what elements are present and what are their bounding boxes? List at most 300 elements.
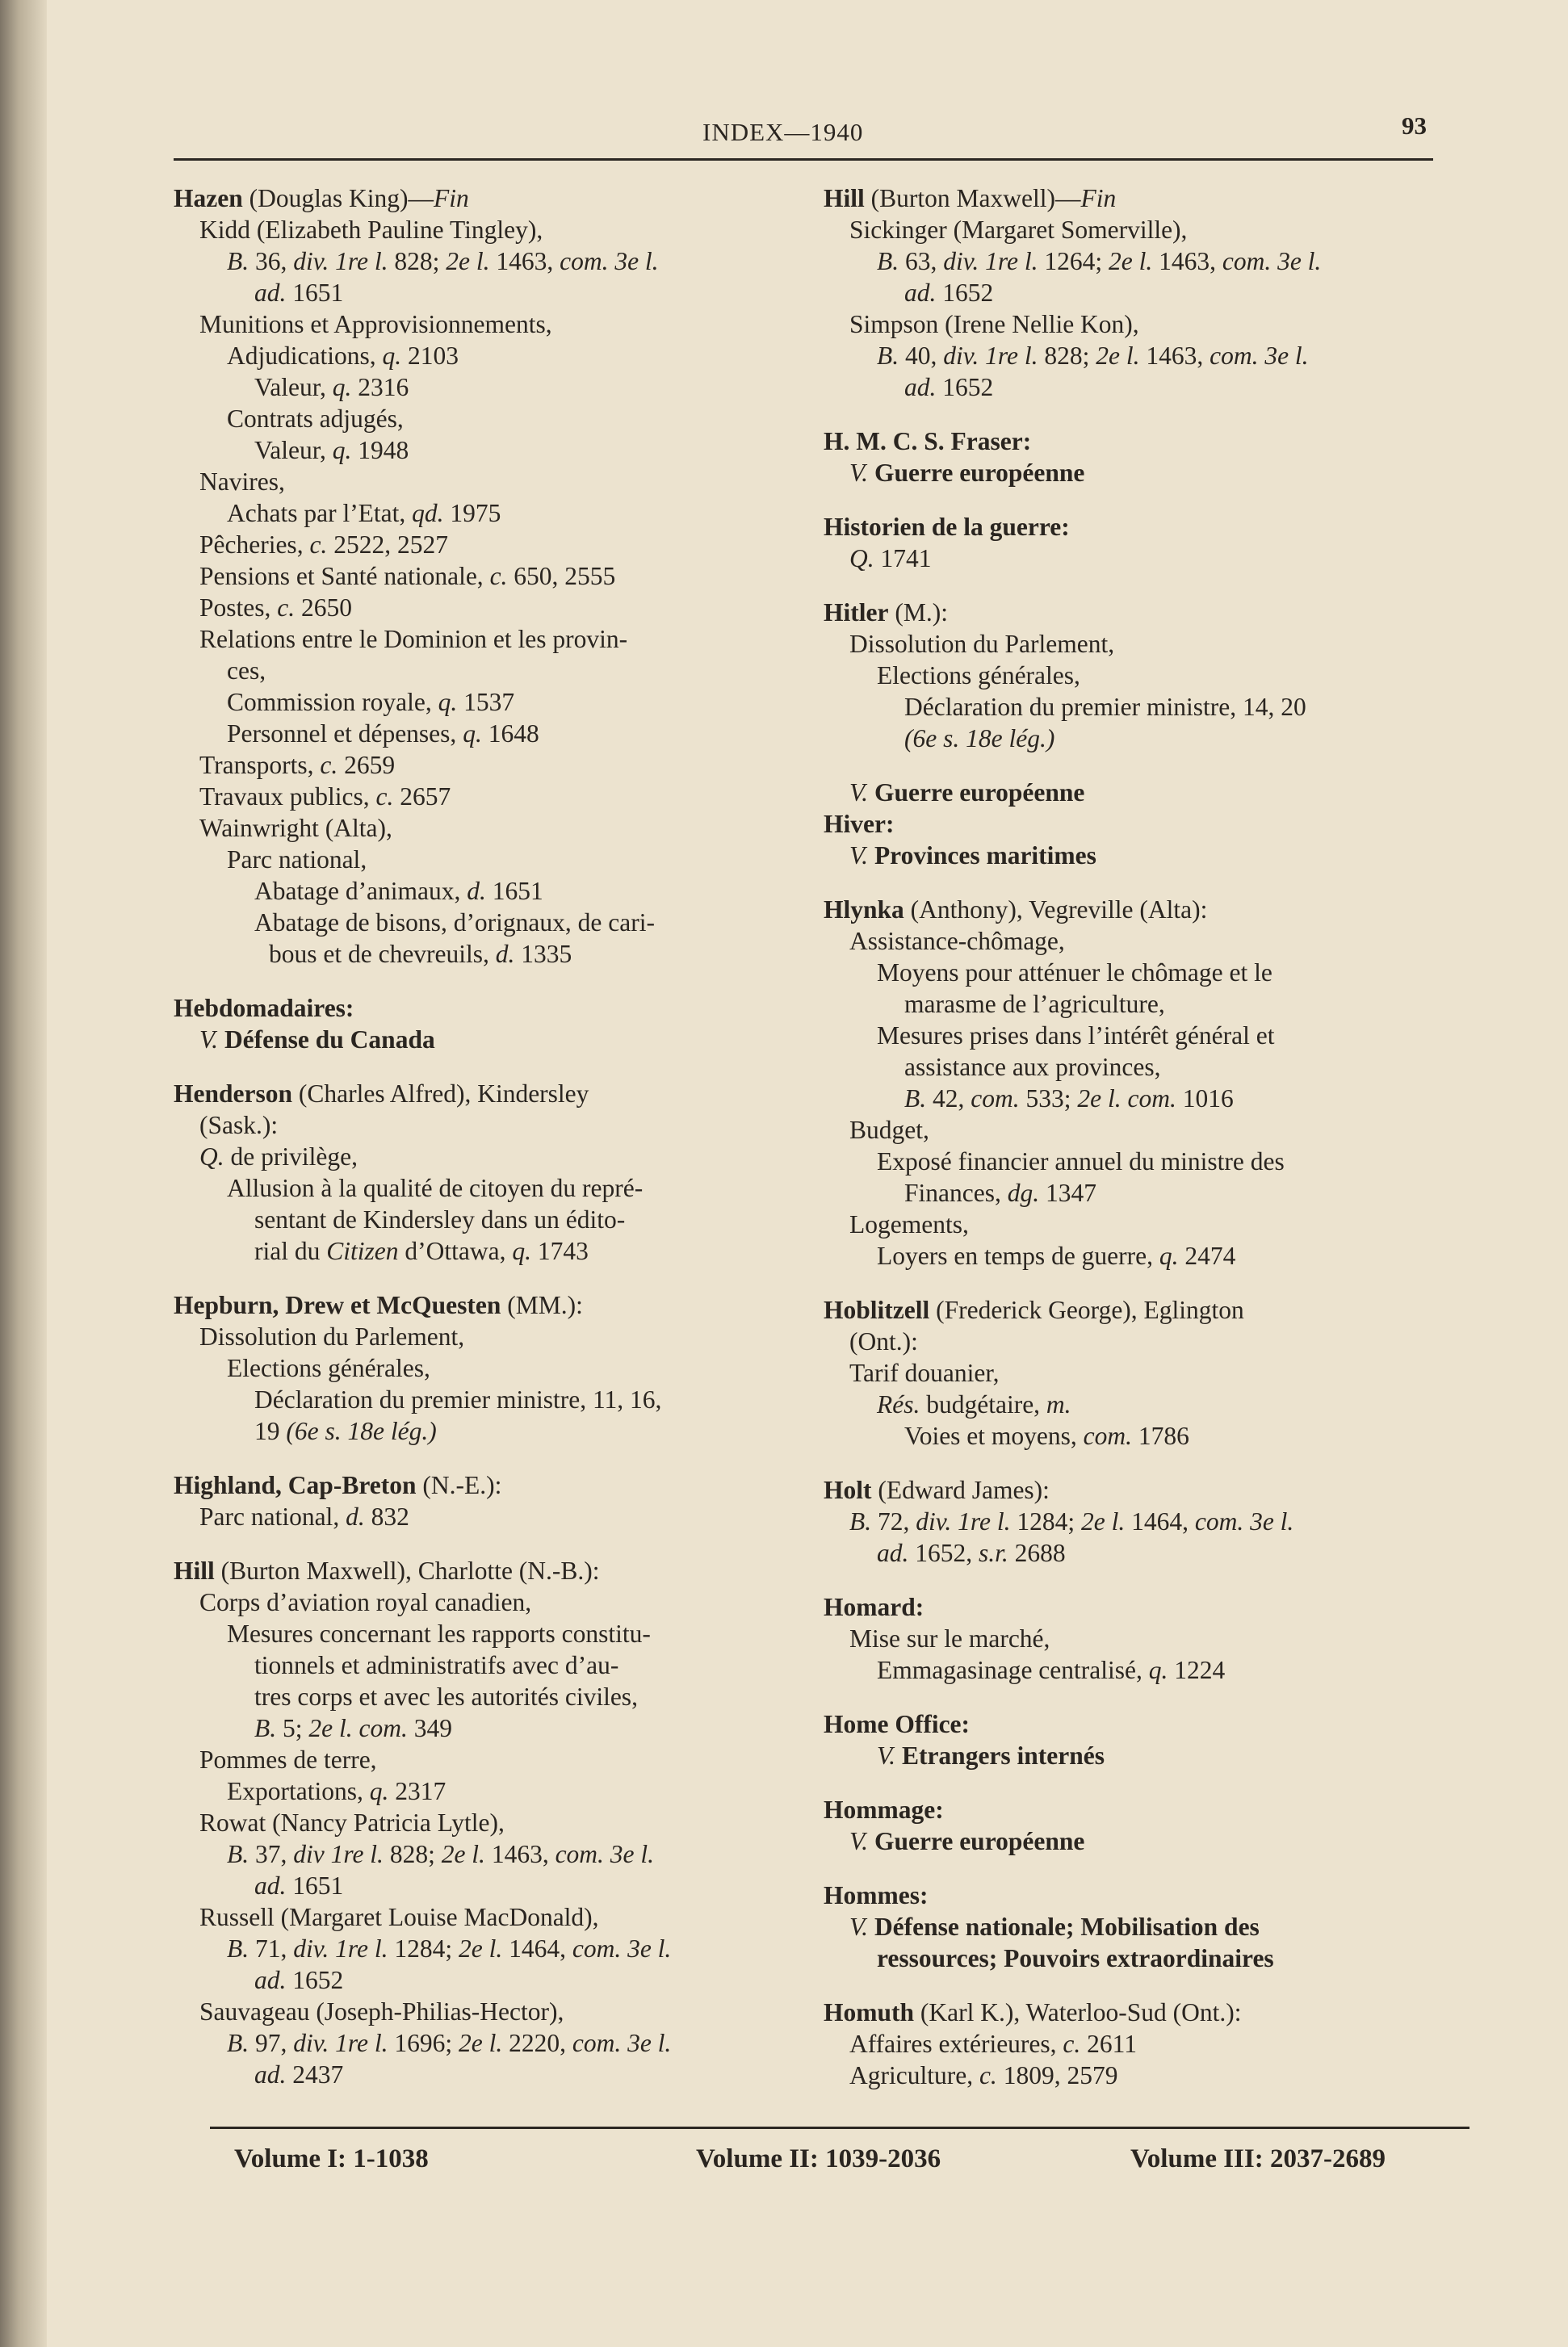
entry-text: 72, bbox=[871, 1507, 916, 1536]
right-column bbox=[824, 182, 1469, 2114]
entry-text: 2474 bbox=[1178, 1242, 1236, 1270]
entry-text: c. bbox=[277, 593, 296, 622]
index-entry bbox=[174, 182, 820, 970]
entry-text: q. bbox=[332, 373, 352, 401]
entry-subline bbox=[174, 1996, 820, 2027]
entry-text: (Sask.): bbox=[199, 1111, 279, 1139]
footer-rule bbox=[210, 2127, 1469, 2129]
entry-text: Travaux publics, bbox=[199, 782, 376, 811]
entry-subline bbox=[174, 1712, 820, 1744]
entry-text: 1463, bbox=[484, 1840, 556, 1868]
entry-text: 1743 bbox=[530, 1237, 589, 1265]
entry-text: Affaires extérieures, bbox=[849, 2030, 1063, 2058]
entry-text: 349 bbox=[407, 1714, 452, 1742]
page-number: 93 bbox=[1402, 111, 1427, 140]
entry-subline bbox=[824, 1357, 1469, 1389]
entry-text: Munitions et Approvisionnements, bbox=[199, 310, 552, 338]
entry-subline bbox=[174, 529, 820, 560]
entry-text: q. bbox=[463, 719, 482, 748]
entry-subline bbox=[174, 1415, 820, 1447]
entry-text: com. 3e l. bbox=[560, 247, 659, 275]
entry-subline bbox=[824, 308, 1469, 340]
entry-text: com. bbox=[1083, 1422, 1133, 1450]
entry-subline bbox=[824, 1389, 1469, 1420]
entry-text: div. 1re l. bbox=[916, 1507, 1011, 1536]
entry-text: q. bbox=[1148, 1656, 1168, 1684]
entry-text: Agriculture, bbox=[849, 2061, 979, 2089]
entry-text: 650, 2555 bbox=[507, 562, 616, 590]
entry-text: 2437 bbox=[286, 2060, 344, 2089]
entry-text: 1463, bbox=[1139, 342, 1210, 370]
entry-text: q. bbox=[382, 342, 402, 370]
entry-subline bbox=[174, 1235, 820, 1267]
entry-text: V. bbox=[849, 1913, 869, 1941]
entry-text: V. bbox=[849, 1827, 869, 1855]
index-entry bbox=[824, 182, 1469, 403]
entry-text: Sauvageau (Joseph-Philias-Hector), bbox=[199, 1997, 564, 2026]
entry-text: Hoblitzell bbox=[824, 1296, 930, 1324]
entry-subline bbox=[174, 1681, 820, 1712]
entry-text: 1651 bbox=[286, 1871, 344, 1900]
entry-subline bbox=[174, 2059, 820, 2090]
entry-text: 1284; bbox=[388, 1934, 459, 1963]
entry-text: q. bbox=[332, 436, 352, 464]
entry-text: Personnel et dépenses, bbox=[227, 719, 463, 748]
entry-subline bbox=[174, 466, 820, 497]
entry-text: (Karl K.), Waterloo-Sud (Ont.): bbox=[914, 1998, 1242, 2026]
entry-subline bbox=[824, 1740, 1469, 1771]
entry-text: Hepburn, Drew et McQuesten bbox=[174, 1291, 501, 1319]
entry-text: com. 3e l. bbox=[555, 1840, 655, 1868]
entry-subline bbox=[824, 214, 1469, 245]
entry-subline bbox=[174, 497, 820, 529]
entry-subline bbox=[174, 308, 820, 340]
entry-subline bbox=[174, 1618, 820, 1649]
entry-text: Tarif douanier, bbox=[849, 1359, 1000, 1387]
entry-subline bbox=[174, 844, 820, 875]
entry-text: 1347 bbox=[1039, 1179, 1096, 1207]
entry-text: 1648 bbox=[481, 719, 539, 748]
entry-text: (6e s. 18e lég.) bbox=[286, 1417, 437, 1445]
entry-subline bbox=[824, 628, 1469, 660]
entry-text: Moyens pour atténuer le chômage et le bbox=[877, 958, 1272, 987]
header-rule bbox=[174, 158, 1433, 161]
entry-text: 1975 bbox=[443, 499, 501, 527]
entry-text: com. bbox=[971, 1084, 1020, 1113]
entry-heading bbox=[824, 1474, 1469, 1506]
entry-text: ces, bbox=[227, 656, 266, 685]
entry-text: 2316 bbox=[351, 373, 409, 401]
entry-subline bbox=[174, 1649, 820, 1681]
entry-subline bbox=[174, 1172, 820, 1204]
entry-text: 1651 bbox=[485, 877, 543, 905]
entry-text: 2317 bbox=[388, 1777, 447, 1805]
entry-text: Déclaration du premier ministre, 14, 20 bbox=[904, 693, 1306, 721]
entry-subline bbox=[824, 1240, 1469, 1272]
entry-subline bbox=[174, 371, 820, 403]
entry-subline bbox=[174, 1352, 820, 1384]
entry-text: B. bbox=[227, 1840, 249, 1868]
entry-text: Henderson bbox=[174, 1079, 293, 1108]
entry-heading bbox=[824, 182, 1469, 214]
entry-subline bbox=[174, 1109, 820, 1141]
entry-text: ad. bbox=[904, 279, 937, 307]
entry-subline bbox=[824, 1083, 1469, 1114]
entry-subline bbox=[174, 1807, 820, 1838]
entry-text: Wainwright (Alta), bbox=[199, 814, 392, 842]
entry-heading bbox=[824, 1294, 1469, 1326]
entry-subline bbox=[824, 1177, 1469, 1209]
entry-text: Dissolution du Parlement, bbox=[849, 630, 1115, 658]
entry-text: 2e l. bbox=[1096, 342, 1140, 370]
entry-text: 2e l. bbox=[446, 247, 490, 275]
entry-subline bbox=[824, 1114, 1469, 1146]
entry-text: 832 bbox=[364, 1502, 409, 1531]
entry-subline bbox=[174, 1024, 820, 1055]
entry-text: 2650 bbox=[295, 593, 353, 622]
entry-text: Hill bbox=[824, 184, 865, 212]
entry-subline bbox=[174, 1204, 820, 1235]
entry-text: (Charles Alfred), Kindersley bbox=[292, 1079, 589, 1108]
entry-text: 2688 bbox=[1008, 1539, 1066, 1567]
entry-text: tionnels et administratifs avec d’au- bbox=[254, 1651, 619, 1679]
entry-subline bbox=[824, 457, 1469, 488]
entry-text: 2e l. bbox=[1108, 247, 1153, 275]
entry-text: 42, bbox=[926, 1084, 971, 1113]
entry-text: Homard: bbox=[824, 1593, 924, 1621]
entry-text: com. 3e l. bbox=[572, 1934, 672, 1963]
entry-text: Loyers en temps de guerre, bbox=[877, 1242, 1159, 1270]
entry-text: 1652 bbox=[286, 1966, 344, 1994]
entry-subline bbox=[174, 403, 820, 434]
entry-text: 1463, bbox=[489, 247, 560, 275]
entry-text: B. bbox=[227, 1934, 249, 1963]
entry-text: com. 3e l. bbox=[1210, 342, 1309, 370]
entry-subline bbox=[824, 691, 1469, 723]
entry-subline bbox=[174, 1933, 820, 1964]
entry-heading bbox=[824, 1880, 1469, 1911]
entry-text: Q. bbox=[199, 1142, 224, 1171]
entry-text: Défense du Canada bbox=[218, 1025, 435, 1054]
entry-text: Allusion à la qualité de citoyen du repré- bbox=[227, 1174, 644, 1202]
entry-subline bbox=[174, 1775, 820, 1807]
entry-text: Citizen bbox=[326, 1237, 399, 1265]
entry-text: 2e l. com. bbox=[1077, 1084, 1176, 1113]
index-entry bbox=[174, 1469, 820, 1532]
entry-subline bbox=[174, 812, 820, 844]
entry-text: Mise sur le marché, bbox=[849, 1624, 1050, 1653]
entry-text: rial du bbox=[254, 1237, 327, 1265]
entry-text: Finances, bbox=[904, 1179, 1008, 1207]
entry-subline bbox=[174, 623, 820, 655]
entry-text: (M.): bbox=[888, 598, 948, 627]
entry-text: Hazen bbox=[174, 184, 243, 212]
entry-text: Pommes de terre, bbox=[199, 1746, 377, 1774]
entry-subline bbox=[824, 371, 1469, 403]
entry-text: Provinces maritimes bbox=[868, 841, 1096, 870]
entry-text: de privilège, bbox=[224, 1142, 358, 1171]
entry-text: Hommage: bbox=[824, 1796, 944, 1824]
entry-text: B. bbox=[904, 1084, 927, 1113]
entry-subline bbox=[824, 1623, 1469, 1654]
entry-subline bbox=[174, 1384, 820, 1415]
entry-text: 1786 bbox=[1132, 1422, 1189, 1450]
entry-text: ad. bbox=[254, 1966, 287, 1994]
entry-subline bbox=[824, 1020, 1469, 1051]
entry-text: s.r. bbox=[979, 1539, 1008, 1567]
entry-text: 828; bbox=[1038, 342, 1096, 370]
index-entry bbox=[824, 1997, 1469, 2091]
entry-text: c. bbox=[375, 782, 394, 811]
entry-subline bbox=[824, 2028, 1469, 2060]
entry-text: m. bbox=[1046, 1390, 1071, 1419]
entry-heading bbox=[824, 1794, 1469, 1825]
entry-heading bbox=[174, 1469, 820, 1501]
entry-text: Pêcheries, bbox=[199, 530, 310, 559]
entry-text: (Burton Maxwell)— bbox=[864, 184, 1081, 212]
entry-text: (Edward James): bbox=[871, 1476, 1050, 1504]
entry-subline bbox=[824, 1911, 1469, 1943]
entry-text: 2220, bbox=[502, 2029, 572, 2057]
entry-heading bbox=[824, 808, 1469, 840]
entry-text: ad. bbox=[877, 1539, 909, 1567]
entry-text: H. M. C. S. Fraser: bbox=[824, 427, 1032, 455]
entry-text: 1464, bbox=[1125, 1507, 1195, 1536]
entry-text: (MM.): bbox=[501, 1291, 583, 1319]
entry-text: (Frederick George), Eglington bbox=[929, 1296, 1244, 1324]
entry-text: 37, bbox=[249, 1840, 294, 1868]
entry-text: 1948 bbox=[351, 436, 409, 464]
index-entry bbox=[824, 425, 1469, 488]
entry-text: 1016 bbox=[1176, 1084, 1234, 1113]
entry-text: B. bbox=[849, 1507, 872, 1536]
entry-text: 1463, bbox=[1152, 247, 1222, 275]
index-entry bbox=[174, 992, 820, 1055]
entry-text: 2522, 2527 bbox=[327, 530, 448, 559]
entry-subline bbox=[824, 340, 1469, 371]
entry-text: 2657 bbox=[393, 782, 451, 811]
entry-text: Navires, bbox=[199, 467, 285, 496]
entry-text: d. bbox=[346, 1502, 365, 1531]
entry-text: Q. bbox=[849, 544, 874, 572]
entry-text: q. bbox=[369, 1777, 389, 1805]
entry-text: B. bbox=[877, 247, 899, 275]
entry-subline bbox=[824, 1825, 1469, 1857]
entry-subline bbox=[824, 723, 1469, 754]
entry-subline bbox=[174, 245, 820, 277]
entry-text: Emmagasinage centralisé, bbox=[877, 1656, 1149, 1684]
entry-heading bbox=[824, 894, 1469, 925]
index-entry bbox=[824, 1708, 1469, 1771]
entry-text: Rés. bbox=[877, 1390, 920, 1419]
entry-text: ad. bbox=[254, 1871, 287, 1900]
entry-heading bbox=[174, 992, 820, 1024]
left-column bbox=[174, 182, 820, 2113]
entry-subline bbox=[174, 1870, 820, 1901]
entry-text: Home Office: bbox=[824, 1710, 971, 1738]
entry-subline bbox=[824, 840, 1469, 871]
entry-text: 828; bbox=[388, 247, 447, 275]
entry-subline bbox=[824, 1326, 1469, 1357]
entry-subline bbox=[824, 1420, 1469, 1452]
entry-heading bbox=[824, 1591, 1469, 1623]
entry-text: Logements, bbox=[849, 1210, 969, 1238]
entry-subline bbox=[824, 1537, 1469, 1569]
entry-text: c. bbox=[489, 562, 508, 590]
entry-subline bbox=[174, 2027, 820, 2059]
entry-text: (Burton Maxwell), Charlotte (N.-B.): bbox=[214, 1557, 600, 1585]
entry-text: c. bbox=[320, 751, 338, 779]
entry-heading bbox=[824, 425, 1469, 457]
entry-text: Exportations, bbox=[227, 1777, 370, 1805]
entry-heading bbox=[824, 1997, 1469, 2028]
entry-subline bbox=[174, 1586, 820, 1618]
entry-text: Hebdomadaires: bbox=[174, 994, 354, 1022]
entry-subline bbox=[174, 781, 820, 812]
entry-subline bbox=[824, 957, 1469, 988]
entry-text: 2e l. bbox=[458, 1934, 503, 1963]
entry-subline bbox=[824, 988, 1469, 1020]
entry-text: Historien de la guerre: bbox=[824, 513, 1070, 541]
index-entry bbox=[174, 1289, 820, 1447]
entry-text: q. bbox=[438, 688, 458, 716]
entry-subline bbox=[174, 434, 820, 466]
entry-text: Fin bbox=[433, 184, 469, 212]
entry-text: c. bbox=[979, 2061, 997, 2089]
entry-subline bbox=[174, 1964, 820, 1996]
entry-text: Kidd (Elizabeth Pauline Tingley), bbox=[199, 216, 543, 244]
entry-text: Parc national, bbox=[227, 845, 367, 874]
entry-text: Relations entre le Dominion et les provin- bbox=[199, 625, 628, 653]
entry-text: 1809, 2579 bbox=[996, 2061, 1118, 2089]
entry-text: 1284; bbox=[1010, 1507, 1081, 1536]
entry-text: Rowat (Nancy Patricia Lytle), bbox=[199, 1808, 505, 1837]
entry-subline bbox=[174, 1838, 820, 1870]
entry-text: 2611 bbox=[1080, 2030, 1137, 2058]
entry-heading bbox=[824, 597, 1469, 628]
index-entry bbox=[824, 1794, 1469, 1857]
entry-text: assistance aux provinces, bbox=[904, 1053, 1161, 1081]
entry-text: Mesures prises dans l’intérêt général et bbox=[877, 1021, 1275, 1050]
entry-text: div 1re l. bbox=[293, 1840, 384, 1868]
entry-text: (Ont.): bbox=[849, 1327, 918, 1356]
entry-text: Hitler bbox=[824, 598, 889, 627]
entry-text: V. bbox=[877, 1741, 896, 1770]
entry-subline bbox=[174, 340, 820, 371]
entry-text: Russell (Margaret Louise MacDonald), bbox=[199, 1903, 599, 1931]
index-entry bbox=[174, 1078, 820, 1267]
entry-text: 1464, bbox=[502, 1934, 572, 1963]
entry-subline bbox=[824, 925, 1469, 957]
entry-text: Corps d’aviation royal canadien, bbox=[199, 1588, 532, 1616]
entry-subline bbox=[174, 655, 820, 686]
entry-text: Homuth bbox=[824, 1998, 915, 2026]
entry-text: Dissolution du Parlement, bbox=[199, 1322, 465, 1351]
entry-text: Transports, bbox=[199, 751, 321, 779]
entry-subline bbox=[824, 777, 1469, 808]
entry-subline bbox=[824, 277, 1469, 308]
entry-text: div. 1re l. bbox=[293, 247, 388, 275]
entry-text: V. bbox=[849, 459, 869, 487]
index-entry bbox=[824, 777, 1469, 871]
entry-text: Hommes: bbox=[824, 1881, 929, 1909]
entry-subline bbox=[824, 245, 1469, 277]
entry-subline bbox=[174, 1321, 820, 1352]
entry-text: d. bbox=[467, 877, 486, 905]
entry-subline bbox=[824, 660, 1469, 691]
entry-text: com. 3e l. bbox=[1194, 1507, 1294, 1536]
entry-text: 2e l. bbox=[441, 1840, 485, 1868]
entry-text: 2103 bbox=[401, 342, 459, 370]
entry-text: (N.-E.): bbox=[416, 1471, 502, 1499]
entry-subline bbox=[174, 718, 820, 749]
entry-text: Voies et moyens, bbox=[904, 1422, 1084, 1450]
index-entry bbox=[824, 1880, 1469, 1974]
entry-text: sentant de Kindersley dans un édito- bbox=[254, 1205, 626, 1234]
entry-subline bbox=[174, 938, 820, 970]
index-entry bbox=[824, 894, 1469, 1272]
entry-text: B. bbox=[227, 2029, 249, 2057]
entry-subline bbox=[174, 214, 820, 245]
running-title: INDEX—1940 bbox=[702, 118, 864, 146]
entry-text: Exposé financier annuel du ministre des bbox=[877, 1147, 1285, 1176]
entry-text: Déclaration du premier ministre, 11, 16, bbox=[254, 1385, 662, 1414]
entry-subline bbox=[174, 749, 820, 781]
entry-text: V. bbox=[849, 841, 869, 870]
entry-text: 1652, bbox=[908, 1539, 979, 1567]
entry-text: Etrangers internés bbox=[895, 1741, 1105, 1770]
entry-text: budgétaire, bbox=[920, 1390, 1046, 1419]
entry-subline bbox=[174, 1744, 820, 1775]
entry-text: dg. bbox=[1007, 1179, 1040, 1207]
entry-text: 63, bbox=[899, 247, 944, 275]
index-entry bbox=[824, 511, 1469, 574]
entry-text: Elections générales, bbox=[877, 661, 1080, 689]
footer-volume-3: Volume III: 2037-2689 bbox=[1130, 2144, 1386, 2173]
entry-text: 1651 bbox=[286, 279, 344, 307]
entry-text: com. 3e l. bbox=[1222, 247, 1322, 275]
entry-subline bbox=[174, 560, 820, 592]
entry-text: marasme de l’agriculture, bbox=[904, 990, 1165, 1018]
entry-subline bbox=[174, 277, 820, 308]
index-entry bbox=[824, 597, 1469, 754]
entry-subline bbox=[824, 1943, 1469, 1974]
entry-text: 1224 bbox=[1168, 1656, 1226, 1684]
entry-text: 2e l. bbox=[1080, 1507, 1126, 1536]
entry-subline bbox=[174, 875, 820, 907]
entry-heading bbox=[824, 1708, 1469, 1740]
entry-text: ad. bbox=[254, 279, 287, 307]
entry-text: 1652 bbox=[936, 279, 994, 307]
entry-subline bbox=[174, 1141, 820, 1172]
entry-text: div. 1re l. bbox=[943, 247, 1038, 275]
entry-subline bbox=[174, 592, 820, 623]
entry-text: 1264; bbox=[1038, 247, 1109, 275]
entry-text: Mesures concernant les rapports constitu- bbox=[227, 1620, 651, 1648]
index-entry bbox=[824, 1294, 1469, 1452]
entry-subline bbox=[174, 907, 820, 938]
entry-subline bbox=[174, 1501, 820, 1532]
entry-text: Postes, bbox=[199, 593, 278, 622]
entry-text: V. bbox=[849, 778, 869, 807]
entry-text: Guerre européenne bbox=[868, 459, 1085, 487]
entry-text: Fin bbox=[1080, 184, 1117, 212]
entry-text: Highland, Cap-Breton bbox=[174, 1471, 417, 1499]
index-entry bbox=[824, 1474, 1469, 1569]
entry-text: Parc national, bbox=[199, 1502, 346, 1531]
entry-text: Contrats adjugés, bbox=[227, 404, 404, 433]
entry-text: 19 bbox=[254, 1417, 287, 1445]
